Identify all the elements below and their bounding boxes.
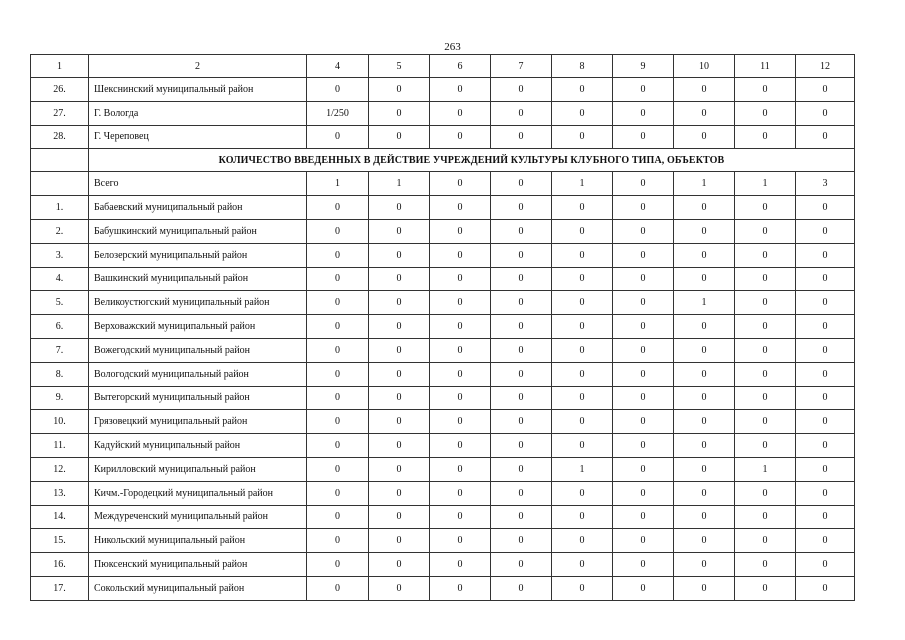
row-value: 0 — [552, 219, 613, 243]
row-value: 0 — [552, 101, 613, 125]
row-value: 0 — [430, 434, 491, 458]
row-value: 0 — [491, 125, 552, 149]
row-value: 0 — [796, 267, 855, 291]
row-value: 0 — [674, 267, 735, 291]
column-header: 1 — [31, 55, 89, 78]
row-value: 0 — [307, 196, 369, 220]
row-value: 0 — [674, 243, 735, 267]
row-value: 0 — [552, 529, 613, 553]
row-value: 0 — [796, 362, 855, 386]
row-value: 0 — [369, 576, 430, 600]
row-value: 0 — [369, 505, 430, 529]
row-name: Кичм.-Городецкий муниципальный район — [89, 481, 307, 505]
row-value: 0 — [430, 219, 491, 243]
row-number: 4. — [31, 267, 89, 291]
row-number: 10. — [31, 410, 89, 434]
row-value: 0 — [491, 410, 552, 434]
table-row — [31, 196, 855, 220]
row-number: 12. — [31, 457, 89, 481]
row-value: 0 — [552, 362, 613, 386]
row-value: 0 — [307, 434, 369, 458]
table-row — [31, 243, 855, 267]
row-number: 6. — [31, 315, 89, 339]
row-value: 0 — [796, 386, 855, 410]
table-row — [31, 481, 855, 505]
row-value: 1 — [552, 172, 613, 196]
row-value: 0 — [552, 505, 613, 529]
row-value: 0 — [735, 529, 796, 553]
row-value: 0 — [491, 529, 552, 553]
row-value: 0 — [369, 481, 430, 505]
row-value: 0 — [796, 553, 855, 577]
row-name: Пюксенский муниципальный район — [89, 553, 307, 577]
row-value: 0 — [307, 338, 369, 362]
row-value: 0 — [369, 101, 430, 125]
row-value: 0 — [552, 315, 613, 339]
row-value: 1 — [674, 172, 735, 196]
row-value: 0 — [613, 576, 674, 600]
row-value: 0 — [491, 481, 552, 505]
row-value: 0 — [307, 505, 369, 529]
column-header: 4 — [307, 55, 369, 78]
column-header: 8 — [552, 55, 613, 78]
table-row — [31, 267, 855, 291]
row-value: 0 — [674, 101, 735, 125]
table-row — [31, 505, 855, 529]
row-number: 26. — [31, 78, 89, 102]
row-value: 0 — [613, 101, 674, 125]
row-value: 0 — [552, 481, 613, 505]
row-value: 0 — [430, 457, 491, 481]
row-value: 0 — [735, 410, 796, 434]
row-value: 0 — [796, 196, 855, 220]
row-value: 0 — [369, 125, 430, 149]
row-value: 0 — [796, 101, 855, 125]
column-header: 9 — [613, 55, 674, 78]
row-value: 1 — [307, 172, 369, 196]
row-value: 0 — [491, 553, 552, 577]
row-name: Шекснинский муниципальный район — [89, 78, 307, 102]
row-number: 7. — [31, 338, 89, 362]
row-value: 0 — [552, 125, 613, 149]
table-row — [31, 338, 855, 362]
row-value: 0 — [552, 267, 613, 291]
row-value: 0 — [369, 386, 430, 410]
row-name: Г. Череповец — [89, 125, 307, 149]
row-value: 0 — [613, 243, 674, 267]
row-value: 0 — [430, 505, 491, 529]
row-value: 0 — [430, 196, 491, 220]
row-value: 0 — [307, 553, 369, 577]
row-name: Вологодский муниципальный район — [89, 362, 307, 386]
row-value: 0 — [369, 362, 430, 386]
row-name: Бабаевский муниципальный район — [89, 196, 307, 220]
row-value: 0 — [491, 196, 552, 220]
row-value: 0 — [430, 338, 491, 362]
section-spacer — [31, 149, 89, 172]
column-header: 6 — [430, 55, 491, 78]
row-value: 0 — [491, 338, 552, 362]
row-value: 0 — [613, 386, 674, 410]
row-value: 0 — [491, 78, 552, 102]
row-value: 0 — [491, 386, 552, 410]
row-value: 0 — [735, 434, 796, 458]
row-value: 0 — [307, 481, 369, 505]
row-value: 0 — [430, 125, 491, 149]
row-value: 0 — [613, 529, 674, 553]
row-value: 0 — [735, 196, 796, 220]
row-value: 0 — [613, 410, 674, 434]
row-value: 0 — [307, 576, 369, 600]
row-name: Кадуйский муниципальный район — [89, 434, 307, 458]
row-name: Верховажский муниципальный район — [89, 315, 307, 339]
row-name: Вытегорский муниципальный район — [89, 386, 307, 410]
row-value: 0 — [369, 267, 430, 291]
row-value: 0 — [307, 78, 369, 102]
row-value: 0 — [735, 243, 796, 267]
row-value: 0 — [491, 576, 552, 600]
row-value: 0 — [430, 481, 491, 505]
row-value: 0 — [552, 434, 613, 458]
table-row — [31, 125, 855, 149]
row-value: 1/250 — [307, 101, 369, 125]
row-value: 0 — [796, 434, 855, 458]
section-title: КОЛИЧЕСТВО ВВЕДЕННЫХ В ДЕЙСТВИЕ УЧРЕЖДЕНИЙ КУЛЬТУРЫ КЛУБНОГО ТИПА, ОБЪЕКТОВ — [89, 149, 855, 172]
row-value: 0 — [430, 576, 491, 600]
row-number: 5. — [31, 291, 89, 315]
row-name: Междуреченский муниципальный район — [89, 505, 307, 529]
table-row — [31, 219, 855, 243]
row-value: 0 — [369, 553, 430, 577]
row-value: 0 — [552, 243, 613, 267]
row-value: 0 — [552, 291, 613, 315]
table-row — [31, 410, 855, 434]
row-value: 0 — [796, 576, 855, 600]
row-value: 0 — [613, 291, 674, 315]
row-value: 0 — [491, 291, 552, 315]
row-number — [31, 172, 89, 196]
row-value: 0 — [674, 196, 735, 220]
row-value: 0 — [491, 243, 552, 267]
row-value: 0 — [796, 529, 855, 553]
row-name: Белозерский муниципальный район — [89, 243, 307, 267]
row-value: 0 — [674, 78, 735, 102]
row-value: 0 — [430, 101, 491, 125]
row-number: 17. — [31, 576, 89, 600]
row-value: 0 — [735, 315, 796, 339]
row-value: 0 — [613, 267, 674, 291]
row-value: 0 — [674, 576, 735, 600]
row-value: 0 — [430, 553, 491, 577]
column-header: 5 — [369, 55, 430, 78]
row-value: 0 — [613, 78, 674, 102]
row-value: 0 — [674, 386, 735, 410]
row-value: 0 — [491, 434, 552, 458]
row-value: 0 — [796, 505, 855, 529]
row-value: 0 — [552, 338, 613, 362]
row-value: 0 — [735, 219, 796, 243]
row-value: 0 — [430, 243, 491, 267]
row-value: 0 — [369, 338, 430, 362]
row-value: 0 — [674, 338, 735, 362]
row-value: 0 — [552, 78, 613, 102]
row-value: 0 — [796, 457, 855, 481]
row-value: 0 — [430, 362, 491, 386]
table-row — [31, 434, 855, 458]
row-value: 0 — [735, 267, 796, 291]
row-value: 0 — [735, 481, 796, 505]
row-value: 0 — [430, 78, 491, 102]
row-value: 0 — [674, 125, 735, 149]
row-value: 0 — [735, 78, 796, 102]
row-name: Никольский муниципальный район — [89, 529, 307, 553]
row-value: 0 — [674, 553, 735, 577]
row-value: 0 — [613, 362, 674, 386]
row-number: 8. — [31, 362, 89, 386]
row-value: 0 — [307, 529, 369, 553]
row-value: 0 — [735, 386, 796, 410]
row-name: Сокольский муниципальный район — [89, 576, 307, 600]
row-value: 0 — [735, 125, 796, 149]
row-name: Г. Вологда — [89, 101, 307, 125]
report-table — [30, 54, 855, 601]
row-name: Грязовецкий муниципальный район — [89, 410, 307, 434]
row-value: 1 — [552, 457, 613, 481]
table-row — [31, 576, 855, 600]
row-value: 0 — [552, 410, 613, 434]
row-value: 0 — [674, 481, 735, 505]
table-row — [31, 172, 855, 196]
row-value: 0 — [613, 196, 674, 220]
row-value: 0 — [491, 267, 552, 291]
table-row — [31, 315, 855, 339]
row-value: 0 — [552, 196, 613, 220]
row-value: 0 — [307, 362, 369, 386]
section-row — [31, 149, 855, 172]
row-value: 0 — [613, 172, 674, 196]
row-value: 0 — [552, 386, 613, 410]
table-row — [31, 553, 855, 577]
row-value: 0 — [735, 101, 796, 125]
row-value: 0 — [613, 338, 674, 362]
row-value: 1 — [369, 172, 430, 196]
row-name: Кирилловский муниципальный район — [89, 457, 307, 481]
row-value: 0 — [613, 315, 674, 339]
column-header: 7 — [491, 55, 552, 78]
row-name: Вожегодский муниципальный район — [89, 338, 307, 362]
row-value: 0 — [369, 219, 430, 243]
row-value: 0 — [735, 338, 796, 362]
row-value: 0 — [613, 457, 674, 481]
row-number: 9. — [31, 386, 89, 410]
table-row — [31, 101, 855, 125]
row-value: 0 — [491, 219, 552, 243]
row-number: 2. — [31, 219, 89, 243]
row-value: 0 — [430, 172, 491, 196]
row-number: 16. — [31, 553, 89, 577]
row-value: 0 — [430, 529, 491, 553]
row-number: 27. — [31, 101, 89, 125]
row-value: 0 — [430, 315, 491, 339]
row-number: 13. — [31, 481, 89, 505]
row-value: 0 — [674, 434, 735, 458]
row-value: 3 — [796, 172, 855, 196]
row-value: 0 — [430, 386, 491, 410]
row-value: 0 — [369, 529, 430, 553]
row-name: Бабушкинский муниципальный район — [89, 219, 307, 243]
row-value: 0 — [430, 410, 491, 434]
row-name: Великоустюгский муниципальный район — [89, 291, 307, 315]
row-value: 0 — [307, 219, 369, 243]
row-value: 0 — [735, 505, 796, 529]
row-value: 0 — [369, 78, 430, 102]
row-value: 0 — [674, 529, 735, 553]
row-value: 1 — [735, 172, 796, 196]
row-number: 14. — [31, 505, 89, 529]
row-value: 0 — [307, 125, 369, 149]
row-value: 0 — [674, 457, 735, 481]
row-value: 0 — [430, 267, 491, 291]
row-value: 0 — [613, 481, 674, 505]
column-header: 2 — [89, 55, 307, 78]
row-value: 0 — [613, 434, 674, 458]
row-name: Всего — [89, 172, 307, 196]
row-number: 11. — [31, 434, 89, 458]
row-value: 0 — [796, 315, 855, 339]
row-value: 0 — [613, 553, 674, 577]
row-value: 0 — [369, 457, 430, 481]
row-value: 0 — [369, 434, 430, 458]
row-value: 0 — [307, 386, 369, 410]
row-value: 0 — [430, 291, 491, 315]
row-value: 0 — [491, 457, 552, 481]
row-value: 0 — [369, 196, 430, 220]
row-value: 0 — [735, 553, 796, 577]
row-value: 0 — [552, 576, 613, 600]
row-number: 3. — [31, 243, 89, 267]
row-value: 0 — [369, 410, 430, 434]
row-value: 0 — [491, 362, 552, 386]
row-value: 0 — [796, 125, 855, 149]
row-value: 0 — [674, 410, 735, 434]
row-value: 0 — [796, 219, 855, 243]
row-value: 0 — [796, 78, 855, 102]
table-row — [31, 362, 855, 386]
row-value: 0 — [613, 505, 674, 529]
table-row — [31, 529, 855, 553]
row-value: 0 — [307, 267, 369, 291]
row-value: 1 — [674, 291, 735, 315]
table-row — [31, 457, 855, 481]
row-number: 28. — [31, 125, 89, 149]
column-header: 12 — [796, 55, 855, 78]
row-value: 0 — [307, 457, 369, 481]
row-value: 0 — [491, 101, 552, 125]
row-value: 0 — [735, 291, 796, 315]
row-value: 0 — [796, 243, 855, 267]
row-value: 0 — [796, 338, 855, 362]
row-value: 0 — [674, 219, 735, 243]
row-value: 0 — [369, 315, 430, 339]
header-row — [31, 55, 855, 78]
row-value: 1 — [735, 457, 796, 481]
table-body — [31, 55, 855, 601]
row-value: 0 — [491, 172, 552, 196]
row-number: 1. — [31, 196, 89, 220]
row-value: 0 — [674, 362, 735, 386]
row-value: 0 — [369, 291, 430, 315]
row-value: 0 — [735, 362, 796, 386]
row-value: 0 — [674, 505, 735, 529]
row-value: 0 — [613, 125, 674, 149]
row-name: Вашкинский муниципальный район — [89, 267, 307, 291]
column-header: 10 — [674, 55, 735, 78]
table-row — [31, 291, 855, 315]
row-value: 0 — [307, 243, 369, 267]
row-number: 15. — [31, 529, 89, 553]
row-value: 0 — [796, 410, 855, 434]
row-value: 0 — [796, 481, 855, 505]
column-header: 11 — [735, 55, 796, 78]
row-value: 0 — [552, 553, 613, 577]
row-value: 0 — [491, 315, 552, 339]
table-row — [31, 386, 855, 410]
row-value: 0 — [307, 315, 369, 339]
row-value: 0 — [307, 410, 369, 434]
table-row — [31, 78, 855, 102]
row-value: 0 — [674, 315, 735, 339]
row-value: 0 — [735, 576, 796, 600]
page-number: 263 — [444, 41, 461, 53]
row-value: 0 — [796, 291, 855, 315]
row-value: 0 — [491, 505, 552, 529]
row-value: 0 — [613, 219, 674, 243]
row-value: 0 — [369, 243, 430, 267]
row-value: 0 — [307, 291, 369, 315]
